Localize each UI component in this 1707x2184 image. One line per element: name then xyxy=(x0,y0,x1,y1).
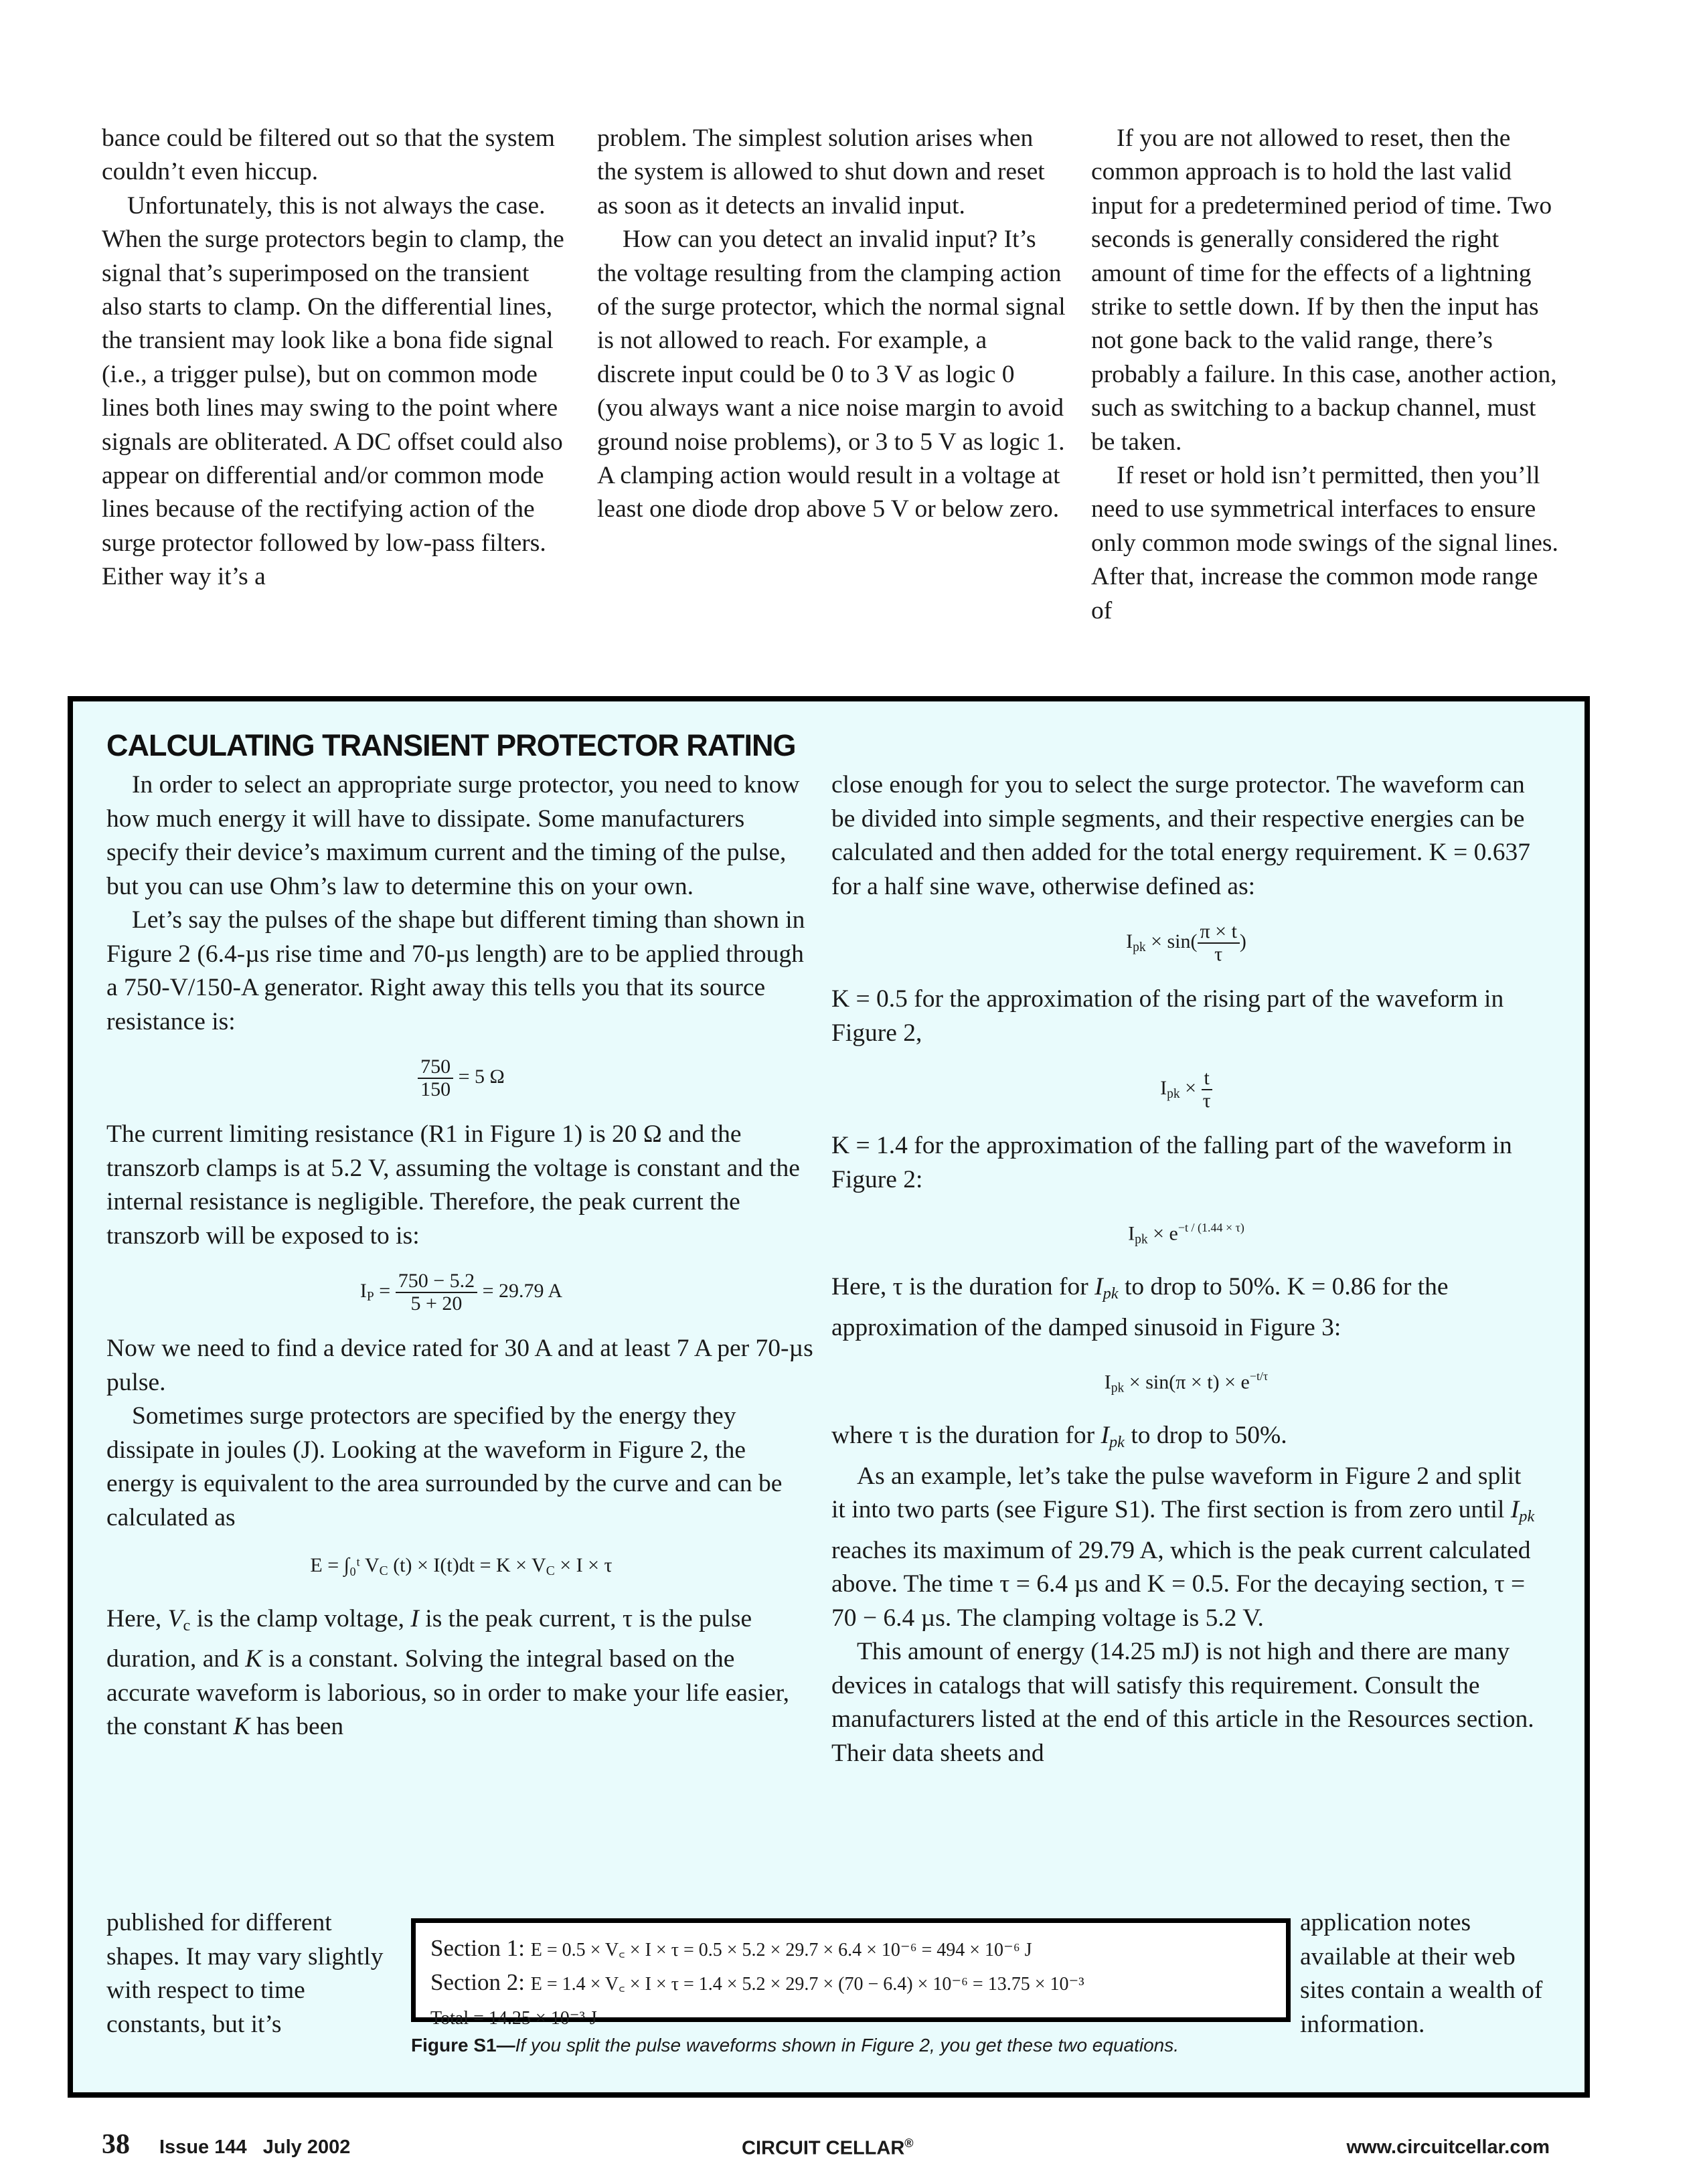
eq-numerator: π × t xyxy=(1198,921,1240,944)
caption-label: Figure S1— xyxy=(411,2035,515,2055)
eq-subscript: C xyxy=(379,1564,388,1578)
text-run: is a constant. Solving the integral based on the accurate waveform is laborious, so in order to make your life easier, the constant xyxy=(106,1645,789,1741)
sidebar-paragraph: K = 0.5 for the approximation of the rising part of the waveform in Figure 2, xyxy=(831,985,1504,1047)
figure-s1-box xyxy=(411,1918,1291,2029)
sidebar-paragraph xyxy=(831,1460,1541,1636)
text-run: has been xyxy=(250,1713,344,1741)
eq-part: × I × τ xyxy=(560,1554,613,1576)
eq-denominator: τ xyxy=(1202,1090,1211,1112)
sidebar-paragraph: close enough for you to select the surge protector. The waveform can be divided into simple segments, and their respective energies can be calculated and then added for the total energy requirement. K = 0.637 for a half sine wave, otherwise defined as: xyxy=(831,771,1531,900)
page-footer xyxy=(0,2128,1707,2169)
article-paragraph: If reset or hold isn’t permitted, then you’ll need to use symmetrical interfaces to ensure only common mode swings of the signal lines. After that, increase the common mode range of xyxy=(1091,462,1558,624)
sidebar-paragraph: This amount of energy (14.25 mJ) is not high and there are many devices in catalogs that will satisfy this requirement. Consult the manufacturers listed at the end of this article in the Resources section. Their data sheets and xyxy=(831,1638,1534,1767)
eq-part: I xyxy=(1160,1076,1167,1099)
sidebar-paragraph: The current limiting resistance (R1 in Figure 1) is 20 Ω and the transzorb clamps is at 5.2 V, assuming the voltage is constant and the internal resistance is negligible. Therefore, the peak current the transzorb will be exposed to is: xyxy=(106,1120,800,1250)
text-run: is the clamp voltage, xyxy=(190,1604,411,1632)
eq-subscript: C xyxy=(546,1564,555,1578)
text-run: I xyxy=(1101,1422,1109,1450)
row-equation: E = 1.4 × V꜀ × I × τ = 1.4 × 5.2 × 29.7 × (70 − 6.4) × 10⁻⁶ = 13.75 × 10⁻³ xyxy=(530,1974,1084,1995)
figure-row-section-1 xyxy=(430,1932,1271,1966)
sidebar-wrap-right-text: application notes available at their web sites contain a wealth of information. xyxy=(1300,1909,1543,2038)
eq-subscript: pk xyxy=(1135,1232,1148,1247)
sidebar-paragraph: K = 1.4 for the approximation of the falling part of the waveform in Figure 2: xyxy=(831,1132,1512,1193)
sidebar-left-column xyxy=(106,768,816,1744)
eq-subscript: pk xyxy=(1103,1284,1119,1303)
eq-denominator: 5 + 20 xyxy=(410,1292,463,1315)
eq-subscript: pk xyxy=(1111,1381,1125,1396)
eq-numerator: 750 − 5.2 xyxy=(396,1270,477,1293)
text-run: I xyxy=(1510,1496,1520,1524)
eq-numerator: t xyxy=(1202,1068,1212,1090)
eq-subscript: pk xyxy=(1109,1433,1125,1452)
row-equation: E = 0.5 × V꜀ × I × τ = 0.5 × 5.2 × 29.7 × 6.4 × 10⁻⁶ = 494 × 10⁻⁶ J xyxy=(530,1940,1032,1960)
equation-falling xyxy=(831,1214,1541,1253)
page-number: 38 xyxy=(102,2129,130,2160)
equation-damped-sinusoid xyxy=(831,1363,1541,1402)
eq-denominator: 150 xyxy=(420,1078,451,1100)
equation-energy-integral xyxy=(106,1552,816,1585)
eq-lhs: I xyxy=(359,1279,367,1302)
sidebar-right-column xyxy=(831,768,1541,1770)
sidebar-paragraph: In order to select an appropriate surge protector, you need to know how much energy it will have to dissipate. Some manufacturers specify their device’s maximum current and the timing of the pulse, but you can use Ohm’s law to determine this on your own. xyxy=(106,771,800,900)
sidebar-paragraph: Now we need to find a device rated for 30 A and at least 7 A per 70-µs pulse. xyxy=(106,1335,813,1396)
row-label: Section 2: xyxy=(430,1969,525,1995)
equation-peak-current: $I_P$ = $\frac{750 - 5.2}{5 + 20}$ = 29.79 A xyxy=(359,1270,563,1315)
row-label: Section 1: xyxy=(430,1935,525,1961)
eq-result: = 5 Ω xyxy=(458,1065,505,1088)
eq-exponent: −t / (1.44 × τ) xyxy=(1177,1221,1244,1234)
figure-row-total xyxy=(430,2001,1271,2035)
sidebar-paragraph xyxy=(831,1270,1541,1345)
article-column-1 xyxy=(102,122,570,594)
text-run: is the peak current, τ is the pulse duration, and xyxy=(106,1604,752,1673)
article-paragraph: Unfortunately, this is not always the case. When the surge protectors begin to clamp, the signal that’s superimposed on the transient also starts to clamp. On the differential lines, the transient may look like a bona fide signal (i.e., a trigger pulse), but on common mode lines both lines may swing to the point where signals are obliterated. A DC offset could also appear on differential and/or common mode lines because of the rectifying action of the surge protector followed by low-pass filters. Either way it’s a xyxy=(102,191,564,591)
eq-numerator: 750 xyxy=(418,1056,453,1079)
eq-subscript: c xyxy=(183,1616,191,1634)
article-paragraph: How can you detect an invalid input? It’s the voltage resulting from the clamping action of the surge protector, which the normal signal is not allowed to reach. For example, a discrete input could be 0 to 3 V as logic 0 (you always want a nice noise margin to avoid ground noise problems), or 3 to 5 V as logic 1. A clamping action would result in a voltage at least one diode drop above 5 V or below zero. xyxy=(597,226,1066,523)
row-label: Total = 14.25 × 10⁻³ J xyxy=(430,2008,597,2029)
sidebar-paragraph xyxy=(106,1602,816,1744)
eq-part: × sin(π × t) × e xyxy=(1129,1371,1250,1394)
eq-part: (t) × I(t)dt = K × V xyxy=(393,1554,546,1576)
figure-row-section-2 xyxy=(430,1966,1271,2001)
sidebar-paragraph: Let’s say the pulses of the shape but different timing than shown in Figure 2 (6.4-µs rise time and 70-µs length) are to be applied through a 750-V/150-A generator. Right away this tells you that its source resistance is: xyxy=(106,906,805,1035)
sidebar-paragraph: Sometimes surge protectors are specified by the energy they dissipate in joules (J). Looking at the waveform in Figure 2, the energy is equivalent to the area surrounded by the curve and can be calculated as xyxy=(106,1402,783,1531)
registered-mark: ® xyxy=(904,2136,914,2150)
website-url: www.circuitcellar.com xyxy=(1346,2136,1550,2158)
publication-text: CIRCUIT CELLAR xyxy=(742,2137,905,2159)
text-run: Here, τ is the duration for xyxy=(831,1273,1095,1301)
article-paragraph: If you are not allowed to reset, then the common approach is to hold the last valid input for a predetermined period of time. Two seconds is generally considered the right amount of time for the effects of a lightning strike to settle down. If by then the input has not gone back to the valid range, there’s probably a failure. In this case, another action, such as switching to a backup channel, must be taken. xyxy=(1091,124,1557,456)
eq-part: × e xyxy=(1153,1222,1178,1245)
publication-name xyxy=(742,2136,914,2160)
text-run: K xyxy=(245,1645,262,1673)
article-column-3 xyxy=(1091,122,1560,628)
text-run: As an example, let’s take the pulse waveform in Figure 2 and split it into two parts (see Figure S1). The first section is from zero until xyxy=(831,1462,1522,1524)
eq-part: I xyxy=(1126,930,1133,952)
issue-date: Issue 144 July 2002 xyxy=(159,2136,351,2158)
text-run: K xyxy=(233,1713,250,1741)
text-run: V xyxy=(167,1604,183,1632)
text-run: reaches its maximum of 29.79 A, which is the peak current calculated above. The time τ = 6.4 µs and K = 0.5. For the decaying section, τ = 70 − 6.4 µs. The clamping voltage is 5.2 V. xyxy=(831,1536,1531,1632)
eq-denominator: τ xyxy=(1214,943,1223,965)
eq-part: I xyxy=(1128,1222,1135,1245)
sidebar-box xyxy=(68,696,1590,2098)
text-run: to drop to 50%. K = 0.86 for the approximation of the damped sinusoid in Figure 3: xyxy=(831,1273,1449,1342)
text-run: I xyxy=(410,1604,419,1632)
eq-subscript: pk xyxy=(1133,940,1146,954)
sidebar-wrap-left-text: published for different shapes. It may vary slightly with respect to time constants, but it’s xyxy=(106,1909,384,2038)
equation-resistance xyxy=(106,1056,816,1100)
eq-part: E = ∫₀ᵗ V xyxy=(310,1554,380,1576)
text-run: where τ is the duration for xyxy=(831,1422,1101,1450)
sidebar-paragraph xyxy=(831,1419,1541,1460)
caption-text: If you split the pulse waveforms shown in Figure 2, you get these two equations. xyxy=(515,2035,1180,2055)
article-paragraph: problem. The simplest solution arises when the system is allowed to shut down and reset as soon as it detects an invalid input. xyxy=(597,124,1045,220)
text-run: Here, xyxy=(106,1604,168,1632)
equation-rising: $I_{pk}$ × $\frac{t}{\tau}$ xyxy=(831,1068,1541,1112)
article-paragraph: bance could be filtered out so that the system couldn’t even hiccup. xyxy=(102,124,555,186)
text-run: I xyxy=(1094,1273,1103,1301)
article-column-2 xyxy=(597,122,1066,527)
figure-caption xyxy=(411,2035,1179,2056)
eq-subscript: P xyxy=(366,1289,374,1304)
equation-half-sine: $I_{pk} \times \sin$( $\frac{\pi \times t}{\tau}$ ) xyxy=(1126,920,1246,965)
eq-part: I xyxy=(1104,1371,1111,1394)
eq-part: × sin( xyxy=(1151,930,1198,952)
eq-subscript: pk xyxy=(1519,1507,1535,1526)
eq-result: = 29.79 A xyxy=(482,1279,563,1302)
text-run: to drop to 50%. xyxy=(1124,1422,1287,1450)
sidebar-title: CALCULATING TRANSIENT PROTECTOR RATING xyxy=(106,728,796,762)
eq-subscript: pk xyxy=(1167,1086,1180,1101)
eq-exponent: −t/τ xyxy=(1249,1369,1269,1383)
